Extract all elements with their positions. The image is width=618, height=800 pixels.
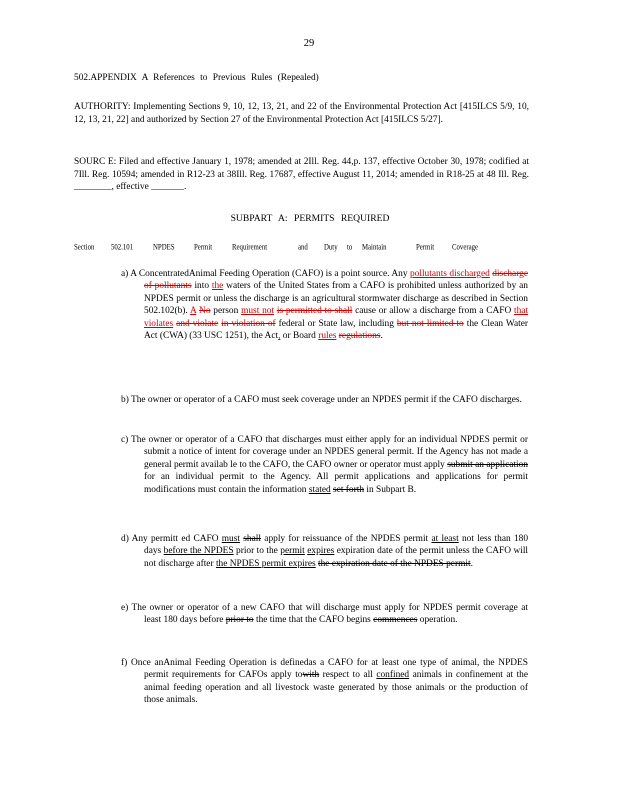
deleted-text: commences (373, 615, 418, 626)
inserted-text: at least (431, 534, 459, 544)
text-run: an NPDES permit or unless the discharge is an agricultural stormwater discharge (144, 281, 528, 304)
text-run: The owner or operator of a CAFO that discharges must either apply for an individual NPDES permit or submit a notice of intent for coverage under an NPDES general permit. If the Agency has not made a general permit availab le to the CAFO, the CAFO owner or operator must apply (131, 435, 528, 470)
paragraph-label: e) (121, 603, 129, 613)
text-run: for an individual permit to the Agency. All permit applications and applications for permit modifications must contain the information (144, 472, 528, 495)
inserted-text: expires (307, 546, 335, 557)
source-note (74, 156, 529, 194)
inserted-text: stated (308, 484, 331, 495)
inserted-text: before the NPDES (163, 546, 234, 557)
section-title-word: Permit (194, 243, 213, 252)
text-run: prior to the (236, 546, 278, 557)
deleted-text: No (199, 306, 211, 317)
text-run: not less than (461, 534, 511, 544)
source-blank-register: ________, (74, 182, 114, 193)
text-run: A ConcentratedAnimal Feeding Operation (CAFO) is a point source. Any (130, 269, 408, 279)
deleted-text: shall (243, 534, 261, 544)
paragraph-c (108, 434, 528, 496)
text-run: The owner or operator of a CAFO must seek coverage under an NPDES permit if the CAFO discharges. (131, 395, 522, 405)
section-title-word: Maintain (362, 243, 387, 252)
text-run: cause or allow a discharge from a CAFO (355, 306, 512, 317)
paragraph-label: a) (121, 269, 129, 279)
section-header (74, 243, 478, 252)
subpart-title: SUBPART A: PERMITS REQUIRED (230, 213, 390, 224)
inserted-text: must not (241, 306, 275, 317)
inserted-text: A (190, 306, 197, 317)
section-title-word: NPDES (153, 243, 175, 252)
text-run: animals in confinement at the animal feeding operation and all livestock waste generated by those animals or the production of those animals. (144, 670, 529, 706)
text-run: into (194, 281, 210, 292)
inserted-text: must (221, 534, 240, 544)
text-run: federal or State law, including (278, 318, 394, 329)
section-label: Section (74, 243, 95, 252)
inserted-text: permit (280, 546, 305, 557)
text-run: . (380, 331, 383, 342)
paragraph-a (108, 268, 528, 342)
deleted-text: submit an application (447, 459, 528, 470)
inserted-text: confined (376, 670, 410, 681)
text-run: apply for reissuance of the NPDES permit (264, 534, 429, 544)
text-run: Any permitt ed CAFO (131, 534, 219, 544)
deleted-text: in violation of (221, 318, 276, 329)
deleted-text: set forth (333, 484, 365, 495)
text-run: Once anAnimal Feeding Operation is definedas a CAFO for at least one type of animal, the NPDES permit requirements for CAFOs apply to (131, 658, 529, 681)
paragraph-b (108, 394, 528, 406)
section-number: 502.101 (111, 243, 134, 252)
text-run: as described in Section 502.102(b). (144, 293, 528, 317)
inserted-text: pollutants discharged (409, 269, 490, 279)
source-effective-label: effective (116, 182, 149, 193)
section-title-word: Coverage (452, 243, 479, 252)
deleted-text: with (302, 670, 320, 681)
page-number: 29 (303, 38, 315, 49)
deleted-text: but not limited to (396, 318, 464, 329)
inserted-text: the NPDES permit expires (215, 558, 316, 569)
inserted-text: , (278, 331, 281, 342)
source-text: SOURC E: Filed and effective January 1, 1978; amended at 2Ill. Reg. 44,p. 137, effective October 30, 1978; codified at 7Ill. Reg. 10594; amended in R12-23 at 38Ill. Reg. 17687, effective August 11, 2014; amended in R18-25 at 48 Ill. Reg. (74, 157, 529, 180)
section-title-word: and (298, 243, 308, 252)
text-run: operation. (419, 615, 458, 626)
paragraph-f (108, 657, 528, 707)
deleted-text: discharge of pollutants (144, 269, 529, 292)
deleted-text: the expiration date of the NPDES permit (318, 558, 471, 569)
text-run: or Board (282, 331, 316, 342)
text-run: 180 days (144, 534, 529, 557)
inserted-text: rules (318, 331, 337, 342)
inserted-text: that violates (144, 306, 529, 329)
paragraph-label: c) (121, 435, 129, 445)
text-run: the time that the CAFO begins (255, 615, 371, 626)
section-title-word: Duty (324, 243, 338, 252)
paragraph-label: d) (121, 534, 129, 544)
deleted-text: and violate (176, 318, 219, 329)
text-run: The owner or operator of a new CAFO that will discharge must apply for NPDES permit coverage at least 180 days before (131, 603, 528, 626)
text-run: the Clean Water Act (CWA) (33 USC 1251), the Act (144, 318, 529, 342)
paragraph-e (108, 602, 528, 627)
authority-note: AUTHORITY: Implementing Sections 9, 10, 12, 13, 21, and 22 of the Environmental Protection Act [415ILCS 5/9, 10, 12, 13, 21, 22] and authorized by Section 27 of the Environmental Protection Act [415ILCS 5/27]. (74, 102, 529, 125)
text-run: expiration date of the permit unless the CAFO will not discharge after (144, 546, 529, 569)
text-run: waters of the United States from a CAFO is prohibited unless authorized by (226, 281, 517, 292)
source-blank-date: _______. (151, 182, 187, 193)
paragraph-d (108, 533, 528, 570)
paragraph-label: b) (121, 395, 129, 405)
inserted-text: the (211, 281, 224, 292)
text-run: person (213, 306, 239, 317)
deleted-text: regulations (338, 331, 381, 342)
text-run: in Subpart B. (366, 484, 417, 495)
section-title-word: Permit (416, 243, 435, 252)
section-title-word: Requirement (232, 243, 268, 252)
text-run: respect to all (322, 670, 373, 681)
deleted-text: prior to (225, 615, 254, 626)
text-run: . (470, 558, 473, 569)
paragraph-label: f) (121, 658, 128, 668)
appendix-heading: 502.APPENDIX A References to Previous Rules (Repealed) (74, 73, 319, 83)
deleted-text: is permitted to shall (276, 306, 353, 317)
section-title-word: to (347, 243, 353, 252)
